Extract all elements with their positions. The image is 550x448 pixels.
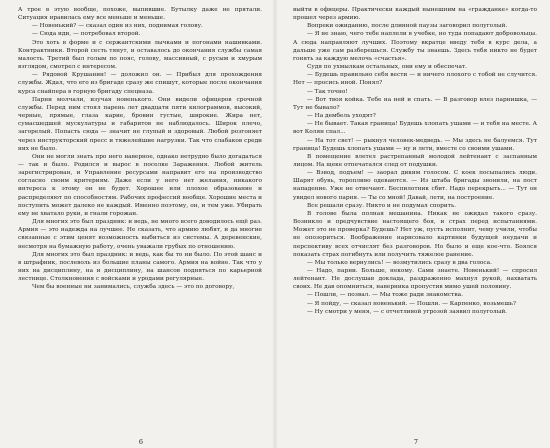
paragraph: — Ну смотри у меня, — с отчетливой угрозой заявил полуголый. <box>307 308 508 315</box>
paragraph: — Сюда иди, — потребовал второй. <box>32 31 141 38</box>
paragraph: — Надо, парни. Больше, некому. Сами знаете. Новенький! — спросил лейтенант. Не дослушав доклада, раздраженно махнул рукой, нахватать своих. Не дав опомниться, наверника пропустив мимо ушей половину. <box>293 268 537 291</box>
paragraph: — Так точно! <box>307 88 348 95</box>
paragraph: Судя по ухмылкам остальных, они ему и обеспечат. <box>307 64 467 71</box>
paragraph: выйти в офицеры. Практически каждый нынешним на «гражданке» когда-то прошел через армию. <box>293 7 537 22</box>
paragraph: — На тот свет! — рыкнул человек-медведь. — Мы здесь не балуемся. Тут граница! Будешь хлопать ушами — ну и лети, вместе со своими ушами. <box>293 137 537 152</box>
paragraph: Для многих это был праздник: и ведь, не много всего доводилось ещё раз. Армия — это надежда на лучшее. Не сказать, что армию любят, и да многие связанные с этим ценят возможность выбиться из системы. А деревенские, несмотря на бумажную работу, очень уважали грубых по отношению. <box>18 219 262 250</box>
page-number: 7 <box>413 438 419 446</box>
paragraph: — На дембель уходят? <box>307 113 376 120</box>
paragraph: Чем бы военные ни занимались, служба здесь — это по договору, <box>32 284 235 291</box>
paragraph: Вопреки ожиданию, после длинной паузы заговорил полуголый. <box>307 23 508 30</box>
paragraph: Парни молчали, изучая новенького. Они видели офицеров срочной службы. Перед ним стоял парень лет двадцати пяти килограммов, высокий, черные, прямые, глаза карие, бровин густые, широкие. Жира нет, сумасшедшей мускулатуры и габаритов не наблюдалось. Широк плечо, загорелый. Попасть сюда — значит не глупый и здоровый. Любой розгоняет через инструкторский пресс и тяжелейшие нагрузки. Так что слабаков среди них не было. <box>18 96 262 152</box>
paragraph: В помещение влетел растрепанный молодой лейтенант с заспанным лицом. На щеке отпечатался след от подушки. <box>293 153 537 168</box>
paragraph: — Я пойду, — сказал новенький. — Пошли. — Карпенко, возьмешь? <box>307 300 516 307</box>
page-number: 6 <box>138 438 144 446</box>
right-page <box>290 6 540 442</box>
paragraph: — Не бывает. Такая граница! Будешь хлопать ушами — и тебя на месте. А вот Колян спал... <box>293 121 537 136</box>
paragraph: В голове была полная мешанина. Никак не ожидал такого сразу. Возникло и предчувствие настоящего боя, и страх перед испытаниями. Может это не проверка? Будешь? Нет уж, пусть исполнит, чему учили, чтобы не опозориться. Воображение нарисовало картинки будущей неудачи и перспективу всех отчислят без разговоров. Но было и еще кое-что. Боялся показать страх погибнуть или получить тяжелое ранение. <box>293 210 537 258</box>
paragraph: Для многих это был праздник: и ведь, как бы то ни было. По этой шанс и в штрафник, послеволь из большие планы самого. Армия на войне. Так что у них на дисциплину, на и дисциплину, на шансов подняться по карьерной лестнице. Столкновения с войсками и уродами регулярные. <box>18 251 262 283</box>
left-page <box>15 6 265 442</box>
paragraph: А трое в этую вообще, похоже, выпившие. Бутылку даже не прятали. Ситуация нравилась ему все меньше и меньше. <box>18 7 262 22</box>
paragraph: — Мы только вернулись! — возмутились сразу в два голоса. <box>307 259 492 266</box>
paragraph: — Новенький? — сказал один из них, поднимая голову. <box>32 23 203 30</box>
paragraph: Все решали сразу. Никто и не подумал спорить. <box>307 202 456 209</box>
paragraph: — Я не знаю, чего тебе наплели в учебке, но туда попадают добровольцы. А сюда направляют лучших. Поэтому вкратце введу тебя в курс дела, а дальше уже сам разберешься. Службу ты знаешь. Здесь тебя никто не будет гонять за каждую мелочь «счастья». <box>293 31 537 62</box>
paragraph: Они не могли знать про него наверное, однако нетрудно было догадаться — так и было. Родился и вырос в поселке Заражения. Любой житель зарегистрирован, и Управление ресурсами направит его на производство согласно своим критериям. Даже если у него нет желания, никакого интереса к этому он не будет. Хорошее или плохое образование и распределяют по способностям. Рабочих профессий вообще. Хорошие места и поступить может далеко не каждый. Именно поэтому, он, и тем уже. Убирать ему не хватало руки, и гнали горожан. <box>18 153 262 217</box>
paragraph: — Взвод, подъем! — заорал диким голосом. С коек посыпались люди. Шарят обувь, торопливо одеваются. — Из штаба бригады звонили, на пост нападение. Уже не отвечают. Беспилотник сбит. Надо перекрыть... — Тут он увидел нового парня. — Ты со мной! Давай, лети, на построение. <box>293 170 537 201</box>
paragraph: — Рядовой Крушанин! — доложил он. — Прибыл для прохождения службы. Ждал, что его из бригаде сразу же спишут, которые после окончания курса снайпера в горную бригаду спецназа. <box>18 72 263 95</box>
paragraph: — Будешь правильно себя вести — и ничего плохого с тобой не случится. Нет — просись иной. Понял? <box>293 72 537 87</box>
paragraph: Это хоть в форме и с сержантскими лычками и погонами нашивками. Контрактники. Второй сесть тянут, и оставалось до окончания службы самая малость. Третий был голым по пояс, голову, массивный, с русым и хмурым взглядом, смотрел с интересом. <box>18 39 262 71</box>
paragraph: — Вот твоя койка. Тебе на ней и спать. — В разговор влез парнишка, — Тут не бывало? <box>293 96 537 111</box>
book-gutter <box>272 0 278 448</box>
paragraph: — Пошли, — позвал. — Мы тоже ради знакомства. <box>307 292 463 299</box>
